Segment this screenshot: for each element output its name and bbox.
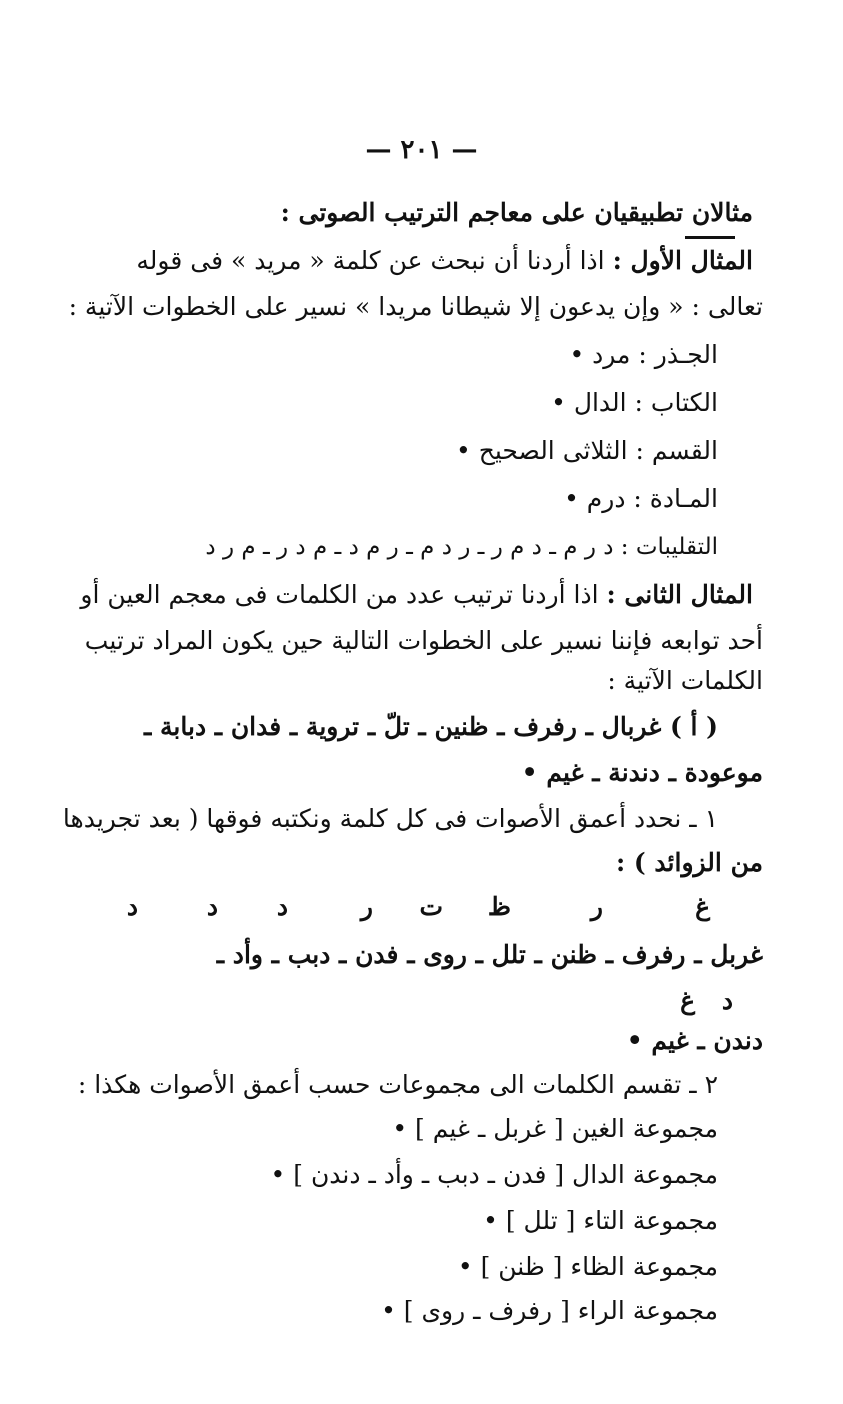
word-list-line2: موعودة ـ دندنة ـ غيم • <box>521 758 763 787</box>
example2-line2: أحد توابعه فإننا نسير على الخطوات التالية حين يكون المراد ترتيب <box>84 626 763 655</box>
stripped-words-line1: غربل ـ رفرف ـ ظنن ـ تلل ـ روى ـ فدن ـ دبب ـ وأد ـ <box>216 940 763 969</box>
example1-line2: تعالى : « وإن يدعون إلا شيطانا مريدا » نسير على الخطوات الآتية : <box>68 292 763 321</box>
example1-intro: اذا أردنا أن نبحث عن كلمة « مريد » فى قوله <box>136 246 613 275</box>
example2-line1 <box>70 578 753 612</box>
step2-line: ٢ ـ تقسم الكلمات الى مجموعات حسب أعمق الأصوات هكذا : <box>77 1070 718 1099</box>
permutations-item: التقليبات : د ر م ـ د م ر ـ ر د م ـ ر م د ـ م د ر ـ م ر د <box>205 534 718 560</box>
section-heading: مثالان تطبيقيان على معاجم الترتيب الصوتى : <box>280 198 753 227</box>
example2-label: المثال الثانى : <box>606 580 753 609</box>
deep-letter: غ <box>695 892 710 921</box>
deep-letter: غ <box>680 986 695 1015</box>
example2-line3: الكلمات الآتية : <box>607 666 763 695</box>
root-item: الجـذر : مرد • <box>569 340 718 369</box>
heading-underline <box>685 236 735 239</box>
group-ghain: مجموعة الغين [ غربل ـ غيم ] • <box>392 1114 718 1143</box>
deep-letter: د <box>206 892 218 921</box>
step1-line1: ١ ـ نحدد أعمق الأصوات فى كل كلمة ونكتبه فوقها ( بعد تجريدها <box>62 804 718 833</box>
example1-label: المثال الأول : <box>612 246 753 275</box>
example2-intro: اذا أردنا ترتيب عدد من الكلمات فى معجم العين أو <box>80 580 607 609</box>
deep-letter: د <box>276 892 288 921</box>
word-list-line1: ( أ ) غربال ـ رفرف ـ ظنين ـ تلّ ـ تروية ـ فدان ـ دبابة ـ <box>143 712 718 741</box>
page-number: — ٢٠١ — <box>365 135 478 165</box>
deep-letter: ت <box>419 892 443 921</box>
group-dal: مجموعة الدال [ فدن ـ دبب ـ وأد ـ دندن ] • <box>270 1160 718 1189</box>
group-ra: مجموعة الراء [ رفرف ـ روى ] • <box>381 1296 718 1325</box>
deep-letter: ظ <box>487 892 511 921</box>
deep-letter: د <box>721 986 733 1015</box>
step1-line2: من الزوائد ) : <box>615 848 763 877</box>
deep-letter: ر <box>590 892 603 921</box>
stripped-words-line2: دندن ـ غيم • <box>626 1026 763 1055</box>
section-item: القسم : الثلاثى الصحيح • <box>456 436 718 465</box>
book-item: الكتاب : الدال • <box>551 388 718 417</box>
entry-item: المـادة : درم • <box>564 484 718 513</box>
group-ta: مجموعة التاء [ تلل ] • <box>483 1206 718 1235</box>
group-tha: مجموعة الظاء [ ظنن ] • <box>457 1252 718 1281</box>
deep-letter: د <box>126 892 138 921</box>
deep-letter: ر <box>360 892 373 921</box>
example1-line1 <box>70 244 753 278</box>
